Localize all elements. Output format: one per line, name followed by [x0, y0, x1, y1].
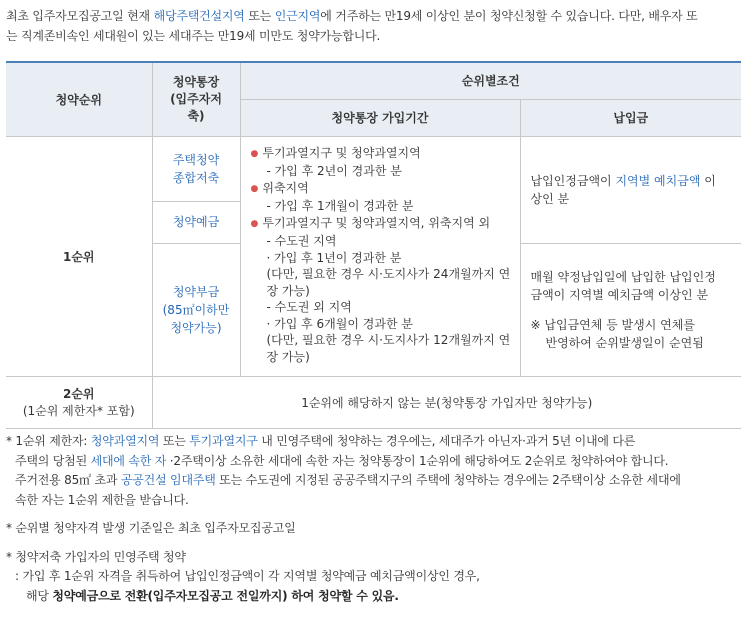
period-item: - 가입 후 1개월이 경과한 분	[266, 199, 414, 213]
header-period: 청약통장 가입기간	[240, 99, 520, 136]
header-deposit: 납입금	[520, 99, 741, 136]
note-line: 주택의 당첨된 세대에 속한 자 ·2주택이상 소유한 세대에 속한 자는 청약통장이 1순위에 해당하여도 2순위로 청약하여야 합니다.	[15, 453, 669, 468]
second-rank-condition: 1순위에 해당하지 않는 분(청약통장 가입자만 청약가능)	[152, 376, 741, 428]
subscription-rank-table	[6, 61, 741, 429]
header-conditions: 순위별조건	[240, 62, 741, 99]
rank-first: 1순위	[6, 136, 152, 376]
link-public-rental[interactable]: 공공건설 임대주택	[120, 473, 216, 487]
account-subscription-installment: 청약부금 (85㎡이하만 청약가능)	[152, 243, 240, 376]
account-housing-savings: 주택청약 종합저축	[152, 136, 240, 201]
period-item: - 가입 후 2년이 경과한 분	[266, 164, 402, 178]
note-line: * 1순위 제한자: 청약과열지역 또는 투기과열지구 내 민영주택에 청약하는 경우에는, 세대주가 아닌자·과거 5년 이내에 다른	[6, 434, 636, 448]
period-item: (다만, 필요한 경우 시·도지사가 24개월까지 연	[266, 267, 511, 281]
deposit-condition-2: 매월 약정납입일에 납입한 납입인정 금액이 지역별 예치금액 이상인 분 ※ 납입금연체 등 발생시 연체를 반영하여 순위발생일이 순연됨	[520, 243, 741, 376]
note-line: 속한 자는 1순위 제한을 받습니다.	[15, 492, 189, 507]
intro-text-seg: 에 거주하는 만19세 이상인 분이 청약신청할 수 있습니다. 다만, 배우자 또	[320, 9, 698, 23]
account-subscription-deposit: 청약예금	[152, 201, 240, 243]
period-conditions	[240, 136, 520, 376]
note-line: : 가입 후 1순위 자격을 취득하여 납입인정금액이 각 지역별 청약예금 예치금액이상인 경우,	[15, 569, 480, 583]
intro-text	[6, 6, 741, 46]
period-item: - 수도권 지역	[266, 234, 337, 248]
link-household-member[interactable]: 세대에 속한 자	[90, 453, 167, 468]
period-item: 장 가능)	[266, 283, 310, 298]
note-line: * 청약저축 가입자의 민영주택 청약	[6, 549, 186, 564]
note-line: 해당 청약예금으로 전환(입주자모집공고 전일까지) 하여 청약할 수 있음.	[26, 588, 399, 603]
bullet-icon: ●	[250, 148, 259, 159]
deposit-condition-1: 납입인정금액이 지역별 예치금액 이 상인 분	[520, 136, 741, 243]
period-item: ● 투기과열지구 및 청약과열지역, 위축지역 외	[250, 215, 491, 230]
intro-line-1	[6, 6, 741, 26]
link-nearby-region[interactable]: 인근지역	[274, 9, 321, 23]
period-item: ● 위축지역	[250, 180, 309, 195]
note-line: 주거전용 85㎡ 초과 공공건설 임대주택 또는 수도권에 지정된 공공주택지구의 주택에 청약하는 경우에는 2주택이상 소유한 세대에	[15, 473, 681, 487]
header-account: 청약통장 (입주자저 축)	[152, 62, 240, 136]
period-item: · 가입 후 1년이 경과한 분	[266, 250, 402, 265]
bullet-icon: ●	[250, 218, 259, 229]
link-overheated-area[interactable]: 청약과열지역	[90, 434, 160, 448]
link-speculation-zone[interactable]: 투기과열지구	[189, 434, 258, 448]
intro-text-seg: 또는	[244, 9, 275, 23]
period-item: 장 가능)	[266, 349, 310, 364]
period-item: (다만, 필요한 경우 시·도지사가 12개월까지 연	[266, 333, 511, 347]
rank-second: 2순위 (1순위 제한자* 포함)	[6, 376, 152, 428]
period-item: · 가입 후 6개월이 경과한 분	[266, 316, 413, 331]
link-regional-deposit[interactable]: 지역별 예치금액	[615, 173, 701, 188]
period-item: - 수도권 외 지역	[266, 300, 352, 314]
intro-text-seg: 최초 입주자모집공고일 현재	[6, 9, 154, 23]
note-line: * 순위별 청약자격 발생 기준일은 최초 입주자모집공고일	[6, 521, 296, 535]
period-item: ● 투기과열지구 및 청약과열지역	[250, 145, 421, 160]
header-rank: 청약순위	[6, 62, 152, 136]
link-housing-region[interactable]: 해당주택건설지역	[153, 9, 245, 23]
intro-line-2: 는 직계존비속인 세대원이 있는 세대주는 만19세 미만도 청약가능합니다.	[6, 29, 381, 43]
footnotes	[6, 432, 741, 606]
bullet-icon: ●	[250, 183, 259, 194]
